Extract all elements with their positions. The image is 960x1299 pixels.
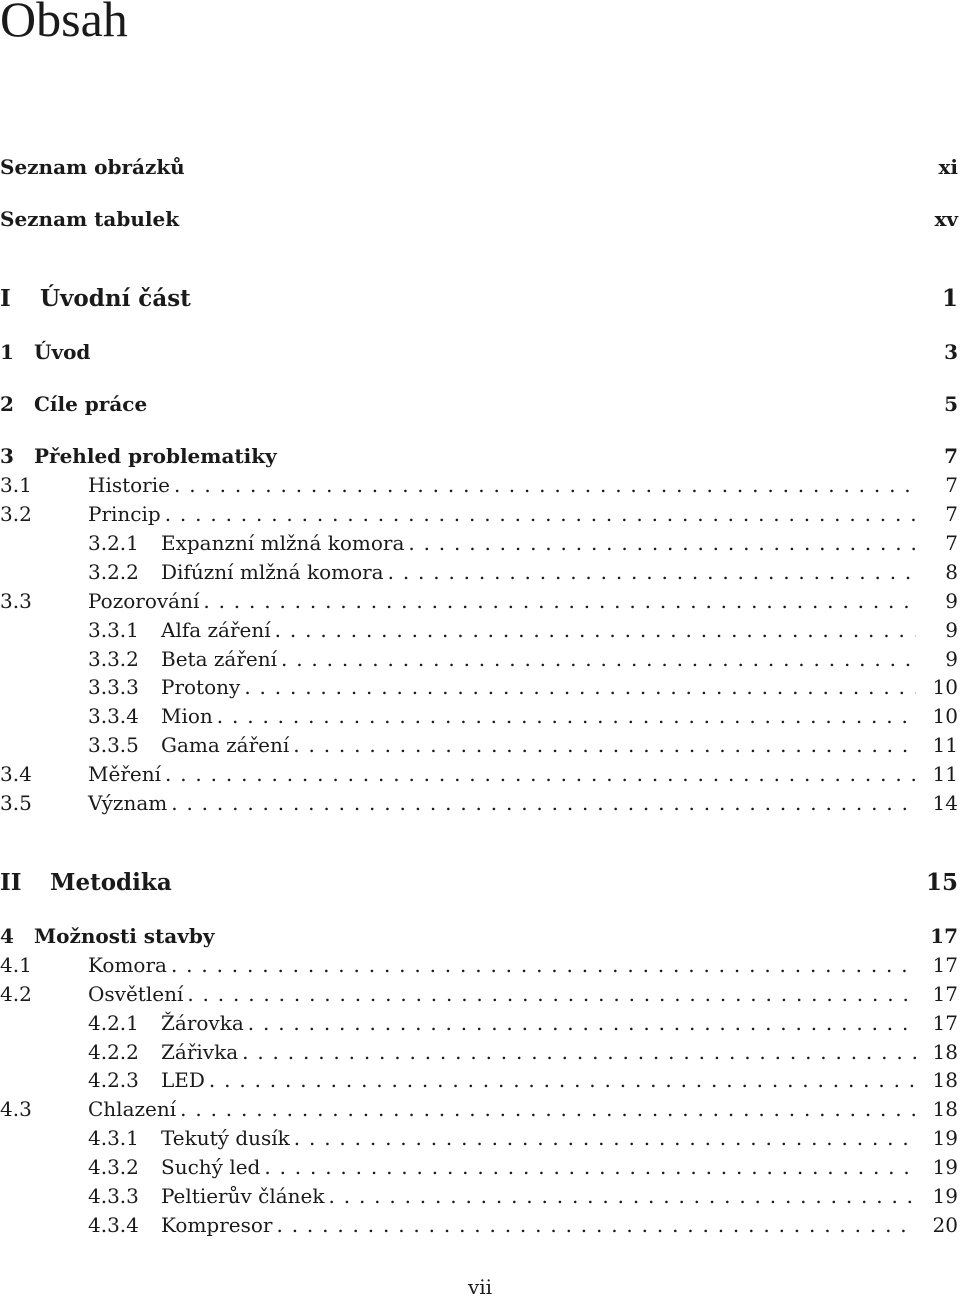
toc-label: Přehled problematiky xyxy=(34,444,277,468)
toc-label: Osvětlení xyxy=(88,982,184,1006)
toc-page: 10 xyxy=(932,675,958,699)
toc-number: 4.2.2 xyxy=(88,1040,139,1064)
toc-entry-4-2-1[interactable] xyxy=(0,1009,960,1037)
toc-front-list-of-figures[interactable] xyxy=(0,153,960,181)
toc-label: Seznam obrázků xyxy=(0,155,185,179)
toc-label: Zářivka xyxy=(161,1040,239,1064)
toc-page: xv xyxy=(934,207,958,231)
toc-number: 3.3.1 xyxy=(88,618,139,642)
toc-label: Úvod xyxy=(34,340,91,364)
toc-page: xi xyxy=(938,155,958,179)
toc-entry-4-3-2[interactable] xyxy=(0,1153,960,1181)
toc-page: 7 xyxy=(945,531,958,555)
toc-page: 1 xyxy=(941,285,958,312)
toc-label: Úvodní část xyxy=(40,285,191,312)
toc-leader xyxy=(290,1124,916,1152)
toc-label: Protony xyxy=(161,675,241,699)
toc-page: 15 xyxy=(925,869,958,896)
toc-label: Metodika xyxy=(50,869,172,896)
toc-leader xyxy=(325,1182,916,1210)
toc-number: 4.1 xyxy=(0,953,32,977)
toc-number: 3.2.2 xyxy=(88,560,139,584)
toc-entry-3-2[interactable] xyxy=(0,500,960,528)
toc-label: Gama záření xyxy=(161,733,290,757)
toc-leader xyxy=(167,789,916,817)
toc-leader xyxy=(277,645,916,673)
toc-label: LED xyxy=(161,1068,205,1092)
toc-label: Peltierův článek xyxy=(161,1184,325,1208)
toc-number: 3.2 xyxy=(0,502,32,526)
page-number-footer: vii xyxy=(467,1275,493,1299)
toc-label: Význam xyxy=(88,791,168,815)
toc-leader xyxy=(272,1211,916,1239)
toc-label: Historie xyxy=(88,473,170,497)
toc-label: Kompresor xyxy=(161,1213,273,1237)
toc-page: 18 xyxy=(932,1097,958,1121)
toc-leader xyxy=(170,471,916,499)
toc-page: 17 xyxy=(930,924,958,948)
toc-label: Princip xyxy=(88,502,161,526)
toc-chapter-3[interactable] xyxy=(0,442,960,470)
toc-entry-3-3-3[interactable] xyxy=(0,673,960,701)
toc-page: 9 xyxy=(945,618,958,642)
toc-number: 4.3.3 xyxy=(88,1184,139,1208)
toc-leader xyxy=(199,587,916,615)
toc-entry-4-3-4[interactable] xyxy=(0,1211,960,1239)
toc-page: 19 xyxy=(932,1126,958,1150)
toc-entry-4-3[interactable] xyxy=(0,1095,960,1123)
toc-leader xyxy=(161,500,916,528)
toc-entry-3-3-2[interactable] xyxy=(0,645,960,673)
toc-label: Beta záření xyxy=(161,647,277,671)
toc-page: 18 xyxy=(932,1068,958,1092)
toc-page: 8 xyxy=(945,560,958,584)
toc-number: 3.1 xyxy=(0,473,32,497)
toc-label: Expanzní mlžná komora xyxy=(161,531,405,555)
toc-entry-3-3-5[interactable] xyxy=(0,731,960,759)
toc-entry-3-2-2[interactable] xyxy=(0,558,960,586)
toc-number: 3.3.5 xyxy=(88,733,139,757)
toc-page: 17 xyxy=(932,953,958,977)
toc-entry-4-1[interactable] xyxy=(0,951,960,979)
toc-number: 3.4 xyxy=(0,762,32,786)
toc-leader xyxy=(244,1009,916,1037)
toc-label: Možnosti stavby xyxy=(34,924,215,948)
toc-number: 2 xyxy=(0,392,14,416)
toc-page: 20 xyxy=(932,1213,958,1237)
toc-entry-4-2[interactable] xyxy=(0,980,960,1008)
toc-page: 14 xyxy=(932,791,958,815)
toc-page: 7 xyxy=(944,444,958,468)
toc-entry-4-2-2[interactable] xyxy=(0,1038,960,1066)
toc-number: 4.2.3 xyxy=(88,1068,139,1092)
toc-page: 5 xyxy=(944,392,958,416)
toc-number: 3.5 xyxy=(0,791,32,815)
toc-leader xyxy=(240,673,916,701)
toc-entry-3-2-1[interactable] xyxy=(0,529,960,557)
toc-page: 17 xyxy=(932,1011,958,1035)
toc-leader xyxy=(167,951,916,979)
toc-entry-4-3-3[interactable] xyxy=(0,1182,960,1210)
toc-page: 9 xyxy=(945,589,958,613)
toc-label: Žárovka xyxy=(161,1011,244,1035)
toc-page: 7 xyxy=(945,473,958,497)
toc-label: Tekutý dusík xyxy=(161,1126,290,1150)
toc-page: 17 xyxy=(932,982,958,1006)
toc-number: 4.3 xyxy=(0,1097,32,1121)
toc-number: 3.3 xyxy=(0,589,32,613)
toc-entry-3-5[interactable] xyxy=(0,789,960,817)
toc-number: 4.3.2 xyxy=(88,1155,139,1179)
toc-leader xyxy=(205,1066,916,1094)
toc-leader xyxy=(176,1095,916,1123)
toc-number: 4.3.4 xyxy=(88,1213,139,1237)
toc-page: 11 xyxy=(932,733,958,757)
toc-label: Suchý led xyxy=(161,1155,261,1179)
toc-label: Pozorování xyxy=(88,589,200,613)
toc-entry-4-3-1[interactable] xyxy=(0,1124,960,1152)
toc-page: 19 xyxy=(932,1155,958,1179)
toc-entry-3-1[interactable] xyxy=(0,471,960,499)
toc-label: Difúzní mlžná komora xyxy=(161,560,384,584)
toc-label: Mion xyxy=(161,704,213,728)
toc-page: 11 xyxy=(932,762,958,786)
toc-chapter-2[interactable] xyxy=(0,390,960,418)
toc-leader xyxy=(213,702,916,730)
toc-number: 4.2.1 xyxy=(88,1011,139,1035)
toc-leader xyxy=(260,1153,916,1181)
toc-label: Měření xyxy=(88,762,161,786)
toc-number: 3.3.2 xyxy=(88,647,139,671)
toc-entry-4-2-3[interactable] xyxy=(0,1066,960,1094)
toc-number: I xyxy=(0,285,11,312)
toc-leader xyxy=(238,1038,916,1066)
toc-number: 3.3.3 xyxy=(88,675,139,699)
toc-leader xyxy=(183,980,916,1008)
toc-number: 3.3.4 xyxy=(88,704,139,728)
page-title: Obsah xyxy=(0,0,128,47)
toc-number: 3 xyxy=(0,444,14,468)
toc-part-2[interactable] xyxy=(0,869,960,897)
toc-page: 10 xyxy=(932,704,958,728)
toc-page: 3 xyxy=(944,340,958,364)
toc-label: Komora xyxy=(88,953,167,977)
toc-number: 4.2 xyxy=(0,982,32,1006)
toc-leader xyxy=(289,731,916,759)
toc-number: 4.3.1 xyxy=(88,1126,139,1150)
toc-label: Alfa záření xyxy=(161,618,271,642)
toc-leader xyxy=(384,558,916,586)
toc-page: 7 xyxy=(945,502,958,526)
toc-chapter-1[interactable] xyxy=(0,338,960,366)
toc-leader xyxy=(271,616,916,644)
toc-leader xyxy=(404,529,916,557)
toc-number: 3.2.1 xyxy=(88,531,139,555)
toc-part-1[interactable] xyxy=(0,285,960,313)
toc-front-list-of-tables[interactable] xyxy=(0,205,960,233)
toc-number: II xyxy=(0,869,22,896)
toc-number: 1 xyxy=(0,340,14,364)
toc-page: 9 xyxy=(945,647,958,671)
toc-chapter-4[interactable] xyxy=(0,922,960,950)
toc-entry-3-3[interactable] xyxy=(0,587,960,615)
toc-leader xyxy=(161,760,916,788)
toc-label: Cíle práce xyxy=(34,392,148,416)
toc-label: Seznam tabulek xyxy=(0,207,180,231)
toc-page: 19 xyxy=(932,1184,958,1208)
toc-entry-3-4[interactable] xyxy=(0,760,960,788)
toc-entry-3-3-4[interactable] xyxy=(0,702,960,730)
toc-label: Chlazení xyxy=(88,1097,177,1121)
toc-entry-3-3-1[interactable] xyxy=(0,616,960,644)
toc-number: 4 xyxy=(0,924,14,948)
toc-page: 18 xyxy=(932,1040,958,1064)
